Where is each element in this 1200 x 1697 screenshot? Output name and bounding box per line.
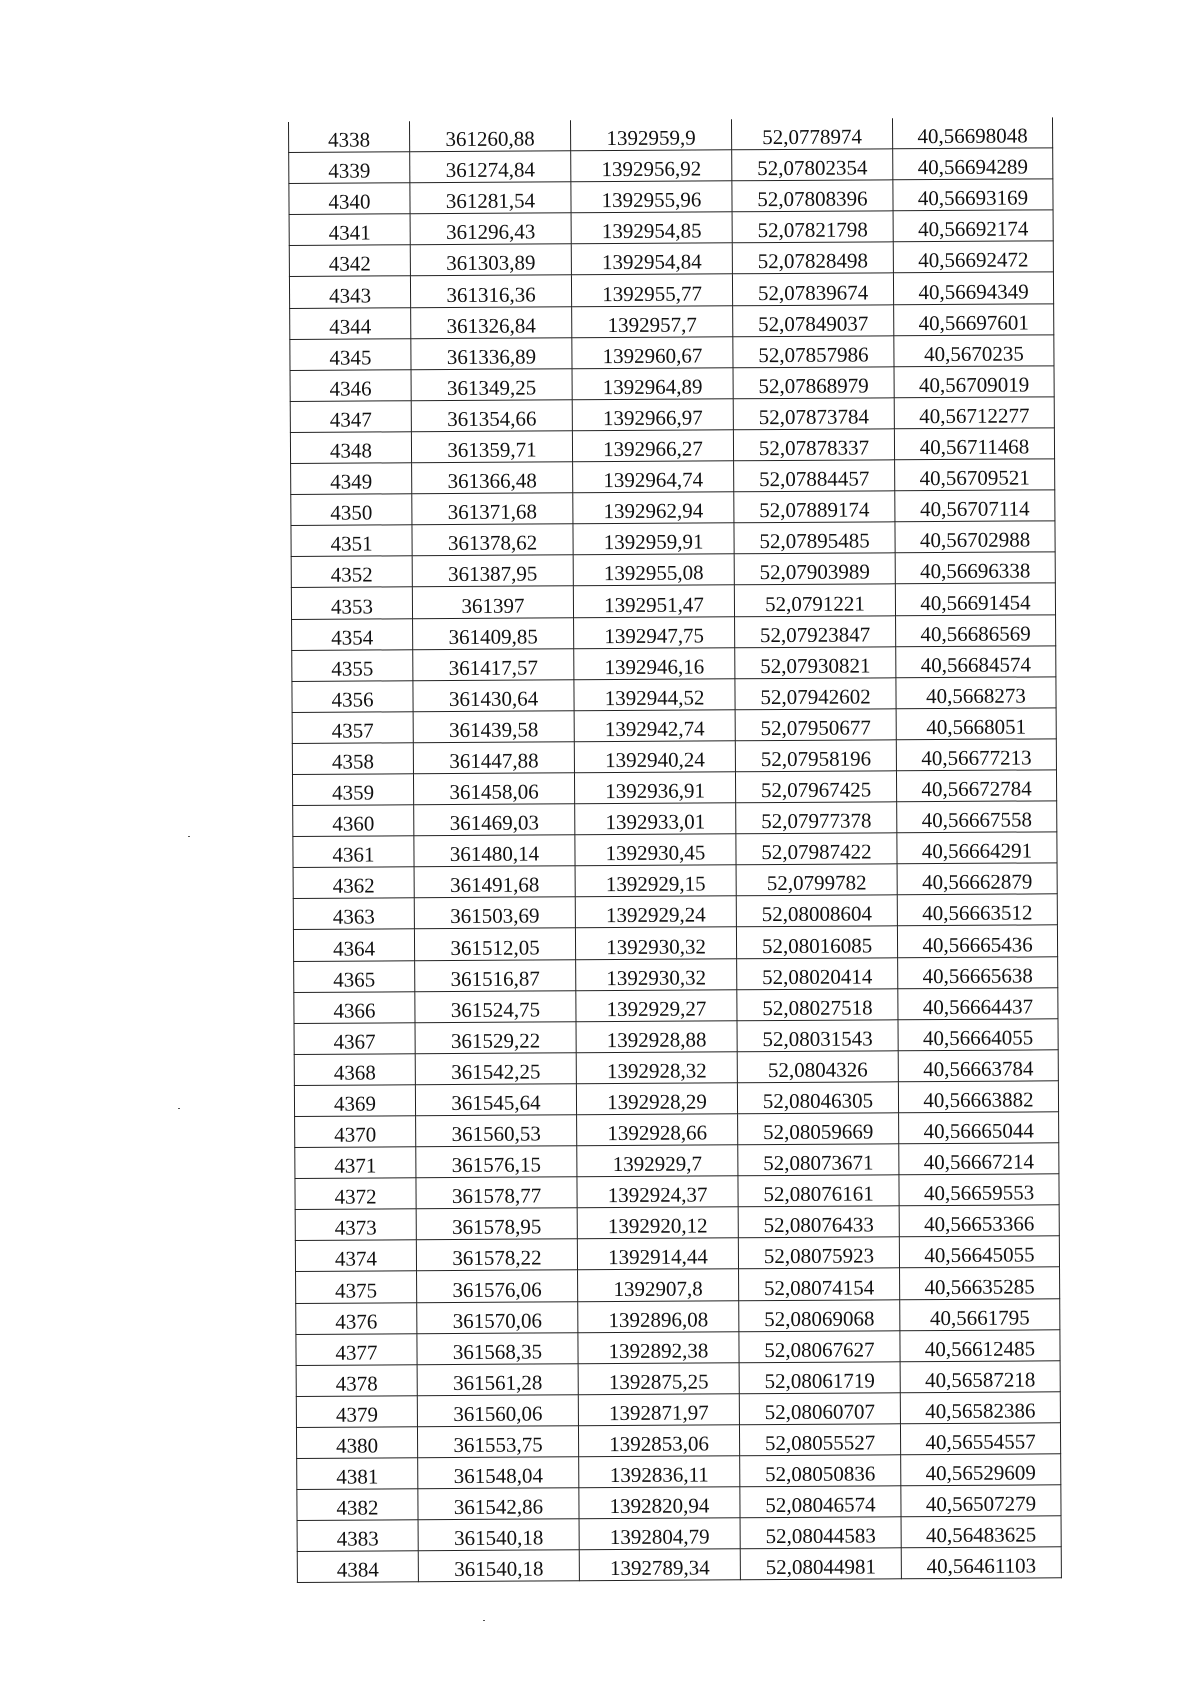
table-row: [295, 1143, 1059, 1179]
table-cell: 1392947,75: [574, 616, 735, 648]
table-cell: 1392964,89: [572, 368, 733, 400]
table-cell: 361371,68: [412, 493, 573, 525]
table-cell: 52,07828498: [732, 242, 893, 274]
table-cell: 4378: [296, 1364, 417, 1396]
table-cell: 1392956,92: [571, 150, 732, 182]
table-cell: 52,08067627: [739, 1330, 900, 1362]
table-cell: 361524,75: [415, 990, 576, 1022]
table-cell: 361409,85: [413, 617, 574, 649]
table-cell: 361548,04: [418, 1457, 579, 1489]
table-row: [291, 459, 1055, 495]
table-cell: 52,08060707: [739, 1393, 900, 1425]
table-cell: 52,08074154: [739, 1268, 900, 1300]
table-cell: 1392955,96: [571, 181, 732, 213]
table-row: [294, 1019, 1058, 1055]
table-cell: 52,07873784: [733, 398, 894, 430]
table-cell: 4358: [292, 743, 413, 775]
table-cell: 40,5661795: [900, 1298, 1060, 1330]
table-cell: 4364: [293, 929, 414, 961]
table-cell: 1392928,29: [576, 1083, 737, 1115]
table-cell: 52,07950677: [735, 709, 896, 741]
table-cell: 361576,15: [416, 1146, 577, 1178]
table-cell: 361359,71: [411, 431, 572, 463]
table-cell: 361480,14: [414, 835, 575, 867]
table-cell: 361447,88: [413, 742, 574, 774]
table-cell: 40,56664437: [898, 987, 1058, 1019]
table-cell: 1392853,06: [578, 1425, 739, 1457]
table-cell: 361545,64: [415, 1084, 576, 1116]
table-cell: 4362: [293, 867, 414, 899]
table-cell: 361336,89: [411, 337, 572, 369]
table-cell: 4351: [291, 525, 412, 557]
table-cell: 4356: [292, 680, 413, 712]
table-cell: 1392914,44: [577, 1238, 738, 1270]
table-cell: 40,56659553: [899, 1174, 1059, 1206]
scan-speck: [188, 836, 190, 837]
table-cell: 40,56635285: [900, 1267, 1060, 1299]
table-cell: 40,56665638: [898, 956, 1058, 988]
table-cell: 4363: [293, 898, 414, 930]
table-row: [290, 334, 1054, 370]
table-cell: 361578,95: [416, 1208, 577, 1240]
table-cell: 40,56691454: [895, 583, 1055, 615]
table-cell: 40,56692472: [893, 241, 1053, 273]
table-cell: 4343: [289, 276, 410, 308]
table-cell: 1392959,9: [570, 119, 731, 151]
table-cell: 4366: [294, 991, 415, 1023]
table-cell: 361458,06: [413, 773, 574, 805]
table-row: [294, 956, 1058, 992]
table-cell: 361542,86: [418, 1488, 579, 1520]
table-cell: 1392933,01: [575, 803, 736, 835]
table-row: [293, 925, 1057, 961]
table-cell: 1392960,67: [572, 336, 733, 368]
table-cell: 1392955,77: [571, 274, 732, 306]
table-cell: 52,08044583: [740, 1517, 901, 1549]
table-cell: 40,56653366: [899, 1205, 1059, 1237]
table-cell: 361387,95: [412, 555, 573, 587]
table-cell: 52,08046574: [740, 1486, 901, 1518]
table-cell: 52,07889174: [734, 491, 895, 523]
table-row: [289, 241, 1053, 277]
table-row: [294, 1050, 1058, 1086]
table-cell: 361529,22: [415, 1021, 576, 1053]
table-cell: 1392929,24: [575, 896, 736, 928]
table-cell: 40,56665436: [897, 925, 1057, 957]
table-cell: 40,56667558: [897, 801, 1057, 833]
table-cell: 40,5670235: [894, 334, 1054, 366]
table-cell: 40,56697601: [894, 303, 1054, 335]
table-cell: 361561,28: [417, 1364, 578, 1396]
table-cell: 361281,54: [410, 182, 571, 214]
table-cell: 4383: [297, 1520, 418, 1552]
table-cell: 4345: [290, 338, 411, 370]
table-cell: 40,56693169: [893, 179, 1053, 211]
table-cell: 1392944,52: [574, 678, 735, 710]
table-cell: 52,08055527: [739, 1424, 900, 1456]
table-cell: 4338: [289, 121, 410, 152]
table-cell: 1392928,88: [576, 1020, 737, 1052]
table-cell: 4348: [290, 432, 411, 464]
table-cell: 1392955,08: [573, 554, 734, 586]
table-cell: 52,0791221: [734, 584, 895, 616]
table-cell: 4371: [295, 1147, 416, 1179]
table-cell: 52,08020414: [737, 957, 898, 989]
table-row: [291, 490, 1055, 526]
table-cell: 4352: [291, 556, 412, 588]
table-cell: 4373: [295, 1209, 416, 1241]
table-row: [292, 645, 1056, 681]
table-cell: 40,56582386: [900, 1392, 1060, 1424]
table-cell: 4367: [294, 1022, 415, 1054]
table-cell: 4365: [294, 960, 415, 992]
table-cell: 52,0778974: [731, 118, 892, 150]
table-row: [297, 1485, 1061, 1521]
table-cell: 4374: [295, 1240, 416, 1272]
table-row: [296, 1392, 1060, 1428]
table-cell: 52,07821798: [732, 211, 893, 243]
table-cell: 52,07958196: [735, 740, 896, 772]
table-cell: 4342: [289, 245, 410, 277]
table-row: [296, 1298, 1060, 1334]
table-cell: 1392820,94: [579, 1487, 740, 1519]
table-cell: 1392804,79: [579, 1518, 740, 1550]
table-cell: 52,07849037: [733, 304, 894, 336]
table-cell: 1392954,84: [571, 243, 732, 275]
table-row: [295, 1112, 1059, 1148]
table-cell: 361397: [412, 586, 573, 618]
scan-speck: [178, 1108, 180, 1109]
table-cell: 1392951,47: [573, 585, 734, 617]
table-cell: 40,56672784: [896, 770, 1056, 802]
table-cell: 1392957,7: [572, 305, 733, 337]
table-cell: 4350: [291, 494, 412, 526]
table-cell: 1392962,94: [573, 492, 734, 524]
table-row: [297, 1454, 1061, 1490]
table-cell: 52,08073671: [738, 1144, 899, 1176]
table-cell: 4360: [293, 805, 414, 837]
table-row: [294, 1081, 1058, 1117]
table-cell: 40,56664291: [897, 832, 1057, 864]
table-cell: 40,56698048: [892, 117, 1052, 149]
table-row: [292, 614, 1056, 650]
table-cell: 361512,05: [414, 928, 575, 960]
table-cell: 1392892,38: [578, 1331, 739, 1363]
table-row: [291, 521, 1055, 557]
table-cell: 4368: [294, 1054, 415, 1086]
table-cell: 361570,06: [417, 1301, 578, 1333]
table-cell: 1392929,15: [575, 865, 736, 897]
table-cell: 361542,25: [415, 1053, 576, 1085]
table-cell: 4349: [291, 463, 412, 495]
table-cell: 4346: [290, 370, 411, 402]
table-cell: 40,56696338: [895, 552, 1055, 584]
table-cell: 40,56662879: [897, 863, 1057, 895]
table-cell: 361430,64: [413, 679, 574, 711]
table-cell: 4377: [296, 1333, 417, 1365]
table-cell: 361540,18: [418, 1519, 579, 1551]
table-cell: 4384: [297, 1551, 418, 1583]
table-cell: 52,07895485: [734, 522, 895, 554]
table-cell: 4370: [295, 1116, 416, 1148]
table-cell: 361274,84: [410, 151, 571, 183]
table-cell: 4372: [295, 1178, 416, 1210]
table-cell: 361540,18: [418, 1550, 579, 1582]
table-row: [290, 366, 1054, 402]
table-cell: 52,08069068: [739, 1299, 900, 1331]
table-cell: 361469,03: [414, 804, 575, 836]
table-cell: 40,56684574: [896, 645, 1056, 677]
table-cell: 52,08008604: [736, 895, 897, 927]
table-cell: 4379: [296, 1396, 417, 1428]
table-cell: 40,56507279: [901, 1485, 1061, 1517]
coordinates-table: [288, 117, 1062, 1583]
table-cell: 4369: [294, 1085, 415, 1117]
table-cell: 1392964,74: [573, 461, 734, 493]
table-cell: 361354,66: [411, 400, 572, 432]
table-cell: 40,56529609: [901, 1454, 1061, 1486]
table-cell: 361366,48: [412, 462, 573, 494]
table-cell: 361578,77: [416, 1177, 577, 1209]
table-cell: 52,07930821: [735, 646, 896, 678]
table-row: [296, 1267, 1060, 1303]
table-cell: 1392924,37: [577, 1176, 738, 1208]
table-cell: 4359: [292, 774, 413, 806]
table-cell: 1392875,25: [578, 1363, 739, 1395]
table-cell: 4357: [292, 712, 413, 744]
table-cell: 1392936,91: [574, 772, 735, 804]
table-row: [294, 987, 1058, 1023]
table-cell: 52,07987422: [736, 833, 897, 865]
table-row: [295, 1174, 1059, 1210]
table-cell: 361349,25: [411, 369, 572, 401]
table-cell: 361378,62: [412, 524, 573, 556]
table-cell: 1392907,8: [578, 1269, 739, 1301]
table-cell: 1392789,34: [579, 1549, 740, 1581]
table-row: [293, 894, 1057, 930]
table-row: [292, 739, 1056, 775]
table-cell: 52,08031543: [737, 1020, 898, 1052]
table-cell: 40,56612485: [900, 1329, 1060, 1361]
table-cell: 4341: [289, 214, 410, 246]
table-cell: 40,56711468: [894, 428, 1054, 460]
table-cell: 361576,06: [417, 1270, 578, 1302]
table-cell: 52,07857986: [733, 335, 894, 367]
table-row: [297, 1547, 1061, 1583]
table-cell: 40,56663784: [898, 1050, 1058, 1082]
table-cell: 1392896,08: [578, 1300, 739, 1332]
table-cell: 1392930,32: [576, 958, 737, 990]
table-cell: 52,08046305: [737, 1082, 898, 1114]
table-cell: 1392942,74: [574, 710, 735, 742]
table-cell: 4375: [296, 1271, 417, 1303]
table-cell: 4361: [293, 836, 414, 868]
table-cell: 1392940,24: [574, 741, 735, 773]
table-row: [295, 1205, 1059, 1241]
table-cell: 40,5668273: [896, 677, 1056, 709]
table-cell: 52,07802354: [732, 149, 893, 181]
table-row: [289, 117, 1053, 152]
table-cell: 4339: [289, 152, 410, 184]
table-row: [296, 1329, 1060, 1365]
table-cell: 1392966,27: [572, 430, 733, 462]
table-cell: 4381: [297, 1458, 418, 1490]
table-row: [292, 708, 1056, 744]
table-cell: 4354: [292, 618, 413, 650]
table-body: [289, 117, 1062, 1583]
table-cell: 52,08044981: [740, 1548, 901, 1580]
table-cell: 52,07878337: [733, 429, 894, 461]
table-cell: 52,07977378: [736, 802, 897, 834]
table-row: [290, 303, 1054, 339]
table-cell: 40,56694289: [893, 148, 1053, 180]
table-row: [290, 397, 1054, 433]
table-cell: 40,56686569: [896, 614, 1056, 646]
table-cell: 1392836,11: [579, 1456, 740, 1488]
table-cell: 52,07967425: [735, 771, 896, 803]
table-cell: 52,07808396: [732, 180, 893, 212]
table-row: [293, 832, 1057, 868]
table-cell: 40,56709019: [894, 366, 1054, 398]
table-row: [290, 428, 1054, 464]
table-cell: 4380: [296, 1427, 417, 1459]
table-row: [291, 583, 1055, 619]
table-cell: 1392930,45: [575, 834, 736, 866]
table-cell: 361568,35: [417, 1332, 578, 1364]
table-cell: 361260,88: [409, 120, 570, 152]
table-cell: 52,08027518: [737, 988, 898, 1020]
table-cell: 52,0804326: [737, 1051, 898, 1083]
table-cell: 52,07884457: [734, 460, 895, 492]
table-cell: 361491,68: [414, 866, 575, 898]
table-cell: 52,08076161: [738, 1175, 899, 1207]
table-cell: 1392946,16: [574, 647, 735, 679]
table-cell: 361316,36: [410, 275, 571, 307]
table-cell: 40,56461103: [901, 1547, 1061, 1579]
table-cell: 1392930,32: [575, 927, 736, 959]
table-cell: 361439,58: [413, 711, 574, 743]
table-cell: 4355: [292, 649, 413, 681]
scan-speck: [483, 1620, 485, 1621]
table-cell: 1392929,27: [576, 989, 737, 1021]
table-cell: 4344: [290, 307, 411, 339]
table-row: [289, 272, 1053, 308]
table-cell: 40,56709521: [895, 459, 1055, 491]
table-cell: 52,0799782: [736, 864, 897, 896]
table-cell: 4382: [297, 1489, 418, 1521]
table-row: [295, 1236, 1059, 1272]
table-row: [292, 770, 1056, 806]
table-cell: 361503,69: [414, 897, 575, 929]
table-cell: 361303,89: [410, 244, 571, 276]
table-cell: 40,56663882: [898, 1081, 1058, 1113]
table-cell: 4347: [290, 401, 411, 433]
table-row: [289, 210, 1053, 246]
table-cell: 4353: [291, 587, 412, 619]
table-cell: 361296,43: [410, 213, 571, 245]
table-cell: 40,56665044: [899, 1112, 1059, 1144]
table-cell: 361417,57: [413, 648, 574, 680]
table-cell: 52,08059669: [738, 1113, 899, 1145]
table-cell: 1392928,66: [577, 1114, 738, 1146]
table-row: [293, 863, 1057, 899]
table-cell: 4340: [289, 183, 410, 215]
table-cell: 361553,75: [417, 1426, 578, 1458]
table-row: [297, 1516, 1061, 1552]
table-cell: 52,08075923: [738, 1237, 899, 1269]
table-cell: 52,08050836: [740, 1455, 901, 1487]
table-cell: 40,56694349: [893, 272, 1053, 304]
table-cell: 40,56663512: [897, 894, 1057, 926]
table-row: [293, 801, 1057, 837]
table-cell: 52,07839674: [732, 273, 893, 305]
table-cell: 1392959,91: [573, 523, 734, 555]
table-cell: 40,56664055: [898, 1019, 1058, 1051]
table-cell: 40,56692174: [893, 210, 1053, 242]
table-cell: 52,07923847: [735, 615, 896, 647]
table-cell: 361516,87: [415, 959, 576, 991]
table-row: [296, 1361, 1060, 1397]
table-cell: 52,08061719: [739, 1362, 900, 1394]
table-cell: 1392928,32: [576, 1052, 737, 1084]
table-cell: 52,07868979: [733, 367, 894, 399]
table-cell: 361578,22: [416, 1239, 577, 1271]
table-cell: 40,56554557: [900, 1423, 1060, 1455]
table-cell: 361560,53: [416, 1115, 577, 1147]
table-cell: 52,07903989: [734, 553, 895, 585]
table-row: [296, 1423, 1060, 1459]
table-cell: 40,56667214: [899, 1143, 1059, 1175]
table-cell: 52,08076433: [738, 1206, 899, 1238]
table-cell: 40,56587218: [900, 1361, 1060, 1393]
table-cell: 1392966,97: [572, 399, 733, 431]
table-cell: 40,5668051: [896, 708, 1056, 740]
table-cell: 52,08016085: [736, 926, 897, 958]
table-cell: 1392929,7: [577, 1145, 738, 1177]
table-cell: 361560,06: [417, 1395, 578, 1427]
table-cell: 52,07942602: [735, 677, 896, 709]
table-cell: 40,56707114: [895, 490, 1055, 522]
table-row: [289, 179, 1053, 215]
table-cell: 4376: [296, 1302, 417, 1334]
table-cell: 40,56677213: [896, 739, 1056, 771]
table-cell: 40,56483625: [901, 1516, 1061, 1548]
table-cell: 40,56645055: [899, 1236, 1059, 1268]
table-cell: 1392871,97: [578, 1394, 739, 1426]
table-cell: 1392920,12: [577, 1207, 738, 1239]
table-cell: 1392954,85: [571, 212, 732, 244]
table-row: [291, 552, 1055, 588]
table-cell: 361326,84: [411, 306, 572, 338]
table-cell: 40,56702988: [895, 521, 1055, 553]
table-row: [289, 148, 1053, 184]
table-row: [292, 677, 1056, 713]
table-cell: 40,56712277: [894, 397, 1054, 429]
